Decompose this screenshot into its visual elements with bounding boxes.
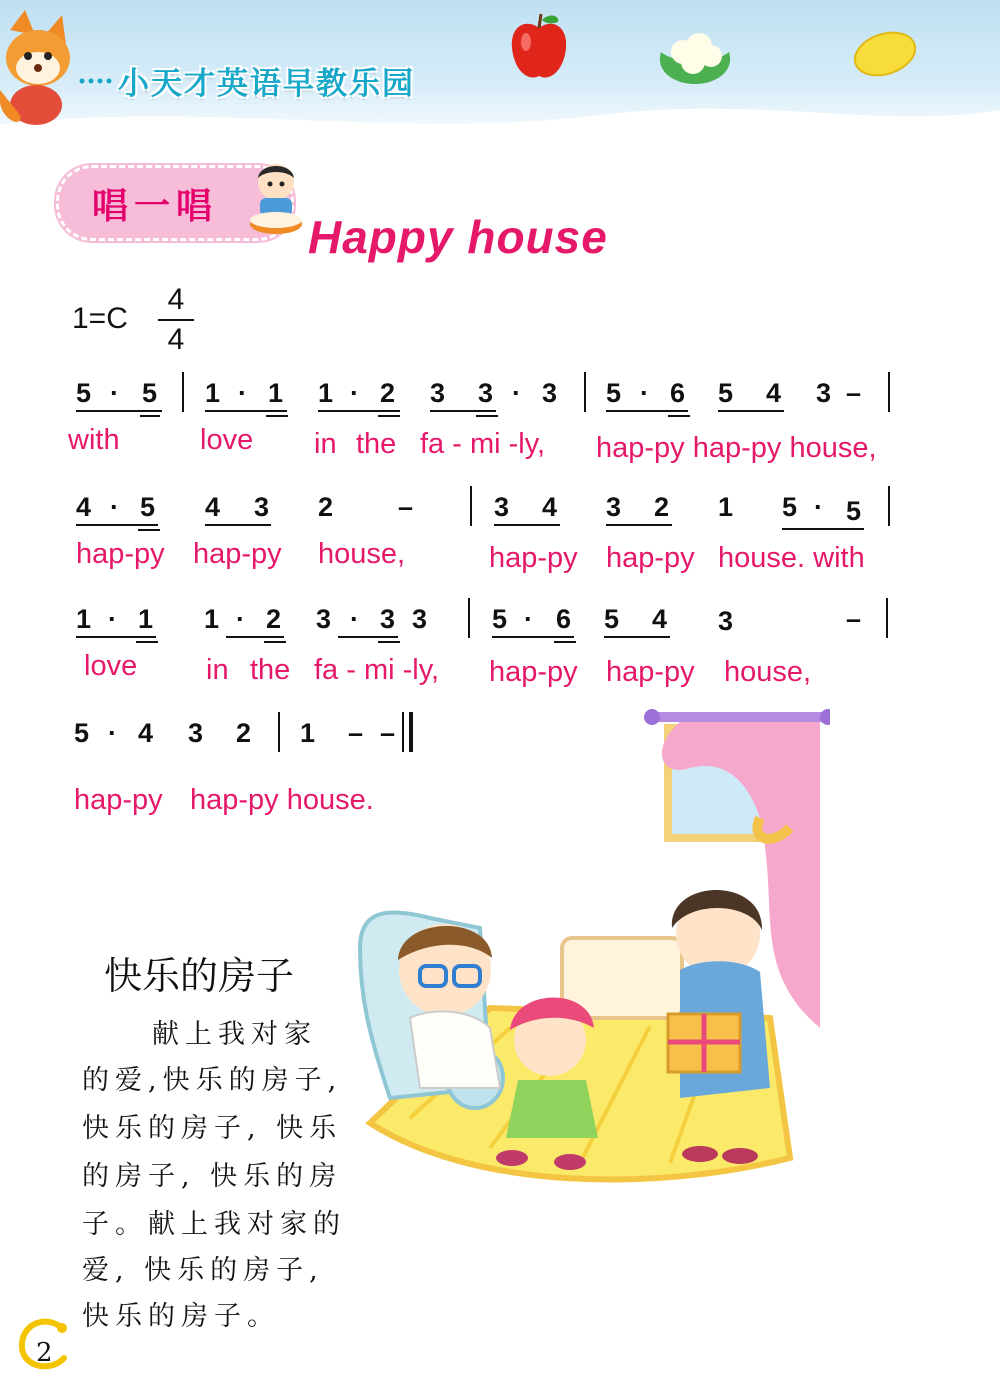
lyric: hap-py hap-py house, [596, 432, 877, 464]
bar-line [468, 598, 470, 638]
underline [606, 524, 672, 526]
chinese-line: 子。献上我对家的 [82, 1209, 346, 1240]
note: 5 [74, 718, 90, 748]
note: 3 [494, 492, 510, 522]
note: 3 [380, 604, 396, 634]
dash: – [846, 604, 862, 634]
note: 1 [205, 378, 221, 408]
dash: – [348, 718, 364, 748]
underline [76, 636, 156, 638]
underline [606, 410, 688, 412]
bar-line [888, 486, 890, 526]
underline [476, 415, 498, 417]
note: 1 [318, 378, 334, 408]
chinese-line: 快乐的房子, 快乐 [82, 1113, 343, 1144]
note: 1 [76, 604, 92, 634]
note: 4 [138, 718, 154, 748]
note: 4 [652, 604, 668, 634]
series-title: 小天才英语早教乐园 [118, 66, 415, 102]
lyric: hap-py [606, 656, 695, 688]
family-illustration [350, 708, 830, 1198]
lemon-icon [850, 22, 920, 82]
note: 3 [316, 604, 332, 634]
bar-line [182, 372, 184, 412]
lyric: house, [724, 656, 812, 688]
note: 4 [205, 492, 221, 522]
note: 1 [268, 378, 284, 408]
dot: · [524, 604, 533, 634]
note: 3 [718, 606, 734, 636]
lyric: hap-py [606, 542, 695, 574]
dot: · [814, 492, 823, 522]
lyric: house, [318, 538, 406, 570]
note: 5 [492, 604, 508, 634]
dash: – [380, 718, 396, 748]
underline [378, 415, 400, 417]
bar-line [584, 372, 586, 412]
chinese-line: 快乐的房子。 [82, 1301, 280, 1332]
underline [205, 410, 287, 412]
section-label: 唱一唱 [92, 186, 219, 227]
bar-line [278, 712, 280, 752]
note: 2 [266, 604, 282, 634]
lyric: hap-py [489, 542, 578, 574]
underline [264, 641, 286, 643]
chinese-line: 的爱,快乐的房子, [82, 1065, 343, 1096]
note: 3 [188, 718, 204, 748]
underline [782, 528, 864, 530]
underline [668, 415, 690, 417]
note: 3 [254, 492, 270, 522]
note: 5 [142, 378, 158, 408]
lyric: in [314, 428, 337, 460]
lyric: with [68, 424, 120, 456]
underline [138, 529, 160, 531]
lyric: fa - mi -ly, [314, 654, 440, 686]
chinese-line: 爱, 快乐的房子, [82, 1255, 324, 1286]
lyric: hap-py [489, 656, 578, 688]
dot: · [110, 378, 119, 408]
note: 2 [654, 492, 670, 522]
chinese-line: 的房子, 快乐的房 [82, 1161, 343, 1192]
time-numerator: 4 [167, 283, 185, 316]
note: 3 [606, 492, 622, 522]
time-signature [158, 282, 194, 358]
note: 6 [556, 604, 572, 634]
bar-line [470, 486, 472, 526]
note: 5 [76, 378, 92, 408]
note: 2 [236, 718, 252, 748]
underline [140, 415, 160, 417]
lyric: the [250, 654, 291, 686]
note: 6 [670, 378, 686, 408]
dash: – [846, 378, 862, 408]
bar-line [888, 372, 890, 412]
underline [318, 410, 400, 412]
lyric: fa - mi -ly, [420, 428, 546, 460]
header-wave [0, 95, 1000, 165]
bar-line [886, 598, 888, 638]
note: 3 [430, 378, 446, 408]
underline [494, 524, 560, 526]
chinese-line: 献上我对家 [152, 1019, 317, 1050]
page-number: 2 [36, 1338, 53, 1368]
underline [430, 410, 496, 412]
underline [76, 524, 158, 526]
dot: · [236, 604, 245, 634]
lyric: hap-py [76, 538, 165, 570]
song-title: Happy house [308, 211, 608, 263]
note: 5 [604, 604, 620, 634]
dot: · [108, 604, 117, 634]
dot: · [512, 378, 521, 408]
lyric: love [84, 650, 138, 682]
lyric: the [356, 428, 397, 460]
underline [205, 524, 271, 526]
dot: · [640, 378, 649, 408]
lyric: hap-py house. [190, 784, 374, 816]
note: 1 [300, 718, 316, 748]
underline [226, 636, 284, 638]
note: 4 [542, 492, 558, 522]
note: 4 [76, 492, 92, 522]
note: 5 [782, 492, 798, 522]
note: 3 [816, 378, 832, 408]
underline [378, 641, 400, 643]
key-signature: 1=C [72, 302, 128, 335]
note: 3 [412, 604, 428, 634]
lyric: house. with [718, 542, 865, 574]
apple-icon [508, 12, 570, 84]
underline [338, 636, 398, 638]
drummer-boy-icon [246, 160, 304, 238]
dash: – [398, 492, 414, 522]
underline [492, 636, 574, 638]
note: 5 [846, 496, 862, 526]
underline [266, 415, 288, 417]
chinese-title: 快乐的房子 [104, 954, 295, 998]
note: 5 [606, 378, 622, 408]
underline [136, 641, 158, 643]
lyric: in [206, 654, 229, 686]
title-dots [78, 76, 118, 86]
note: 1 [204, 604, 220, 634]
lyric: love [200, 424, 254, 456]
underline [554, 641, 576, 643]
note: 3 [542, 378, 558, 408]
time-denominator: 4 [167, 323, 185, 356]
note: 3 [478, 378, 494, 408]
dot: · [110, 492, 119, 522]
note: 2 [318, 492, 334, 522]
note: 4 [766, 378, 782, 408]
dot: · [350, 604, 359, 634]
note: 1 [138, 604, 154, 634]
note: 5 [718, 378, 734, 408]
dot: · [108, 718, 117, 748]
note: 5 [140, 492, 156, 522]
dot: · [350, 378, 359, 408]
note: 2 [380, 378, 396, 408]
underline [718, 410, 784, 412]
note: 1 [718, 492, 734, 522]
underline [604, 636, 670, 638]
dot: · [238, 378, 247, 408]
lyric: hap-py [193, 538, 282, 570]
cauliflower-icon [655, 22, 735, 92]
underline [76, 410, 162, 412]
lyric: hap-py [74, 784, 163, 816]
fox-mascot-icon [0, 10, 80, 130]
